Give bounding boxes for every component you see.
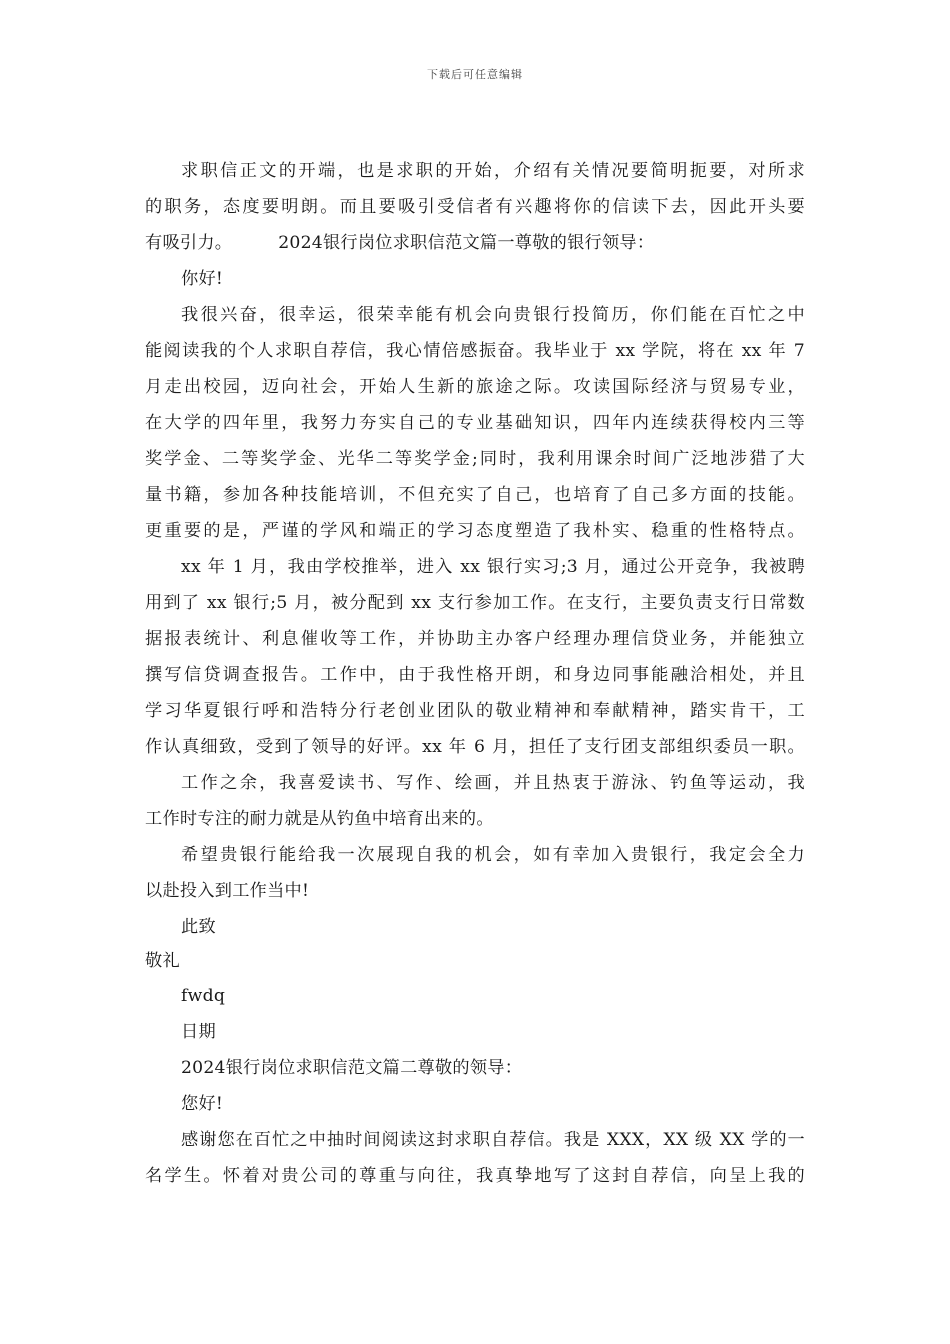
paragraph-line: 作认真细致，受到了领导的好评。xx 年 6 月，担任了支行团支部组织委员一职。 — [145, 737, 805, 757]
paragraph-line: 用到了 xx 银行;5 月，被分配到 xx 支行参加工作。在支行，主要负责支行日常数 — [145, 593, 805, 613]
paragraph-line: 工作时专注的耐力就是从钓鱼中培育出来的。 — [145, 809, 494, 829]
paragraph-line: 撰写信贷调查报告。工作中，由于我性格开朗，和身边同事能融洽相处，并且 — [145, 665, 805, 685]
letter-two-heading: 2024银行岗位求职信范文篇二尊敬的领导： — [181, 1058, 523, 1078]
paragraph-line: 工作之余，我喜爱读书、写作、绘画，并且热衷于游泳、钓鱼等运动，我 — [181, 773, 805, 793]
greeting: 你好! — [181, 269, 224, 289]
closing-regards: 敬礼 — [145, 951, 180, 971]
letter-one-heading: 2024银行岗位求职信范文篇一尊敬的银行领导： — [278, 233, 655, 253]
greeting: 您好! — [181, 1094, 224, 1114]
paragraph-line: 奖学金、二等奖学金、光华二等奖学金;同时，我利用课余时间广泛地涉猎了大 — [145, 449, 805, 469]
paragraph-line: 感谢您在百忙之中抽时间阅读这封求职自荐信。我是 XXX，XX 级 XX 学的一 — [181, 1130, 805, 1150]
signature-name: fwdq — [181, 986, 226, 1006]
paragraph-line: 月走出校园，迈向社会，开始人生新的旅途之际。攻读国际经济与贸易专业， — [145, 377, 805, 397]
page-header-watermark: 下载后可任意编辑 — [427, 68, 523, 81]
paragraph-line — [145, 225, 805, 261]
paragraph-line: 名学生。怀着对贵公司的尊重与向往，我真挚地写了这封自荐信，向呈上我的 — [145, 1166, 805, 1186]
paragraph-line: 的职务，态度要明朗。而且要吸引受信者有兴趣将你的信读下去，因此开头要 — [145, 197, 805, 217]
paragraph-line-part: 有吸引力。 — [145, 233, 233, 253]
signature-date: 日期 — [181, 1022, 216, 1042]
paragraph-line: 我很兴奋，很幸运，很荣幸能有机会向贵银行投简历，你们能在百忙之中 — [181, 305, 805, 325]
paragraph-line: 能阅读我的个人求职自荐信，我心情倍感振奋。我毕业于 xx 学院，将在 xx 年 7 — [145, 341, 805, 361]
paragraph-line: 希望贵银行能给我一次展现自我的机会，如有幸加入贵银行，我定会全力 — [181, 845, 805, 865]
paragraph-line: 量书籍，参加各种技能培训，不但充实了自己，也培育了自己多方面的技能。 — [145, 485, 805, 505]
paragraph-line: 以赴投入到工作当中! — [145, 881, 310, 901]
closing-salutation: 此致 — [181, 917, 216, 937]
paragraph-line: 在大学的四年里，我努力夯实自己的专业基础知识，四年内连续获得校内三等 — [145, 413, 805, 433]
paragraph-line: 据报表统计、利息催收等工作，并协助主办客户经理办理信贷业务，并能独立 — [145, 629, 805, 649]
paragraph-line: 学习华夏银行呼和浩特分行老创业团队的敬业精神和奉献精神，踏实肯干，工 — [145, 701, 805, 721]
paragraph-line: 更重要的是，严谨的学风和端正的学习态度塑造了我朴实、稳重的性格特点。 — [145, 521, 805, 541]
paragraph-line: xx 年 1 月，我由学校推举，进入 xx 银行实习;3 月，通过公开竞争，我被聘 — [181, 557, 805, 577]
document-body — [145, 153, 805, 1194]
paragraph-line: 求职信正文的开端，也是求职的开始，介绍有关情况要简明扼要，对所求 — [181, 161, 805, 181]
